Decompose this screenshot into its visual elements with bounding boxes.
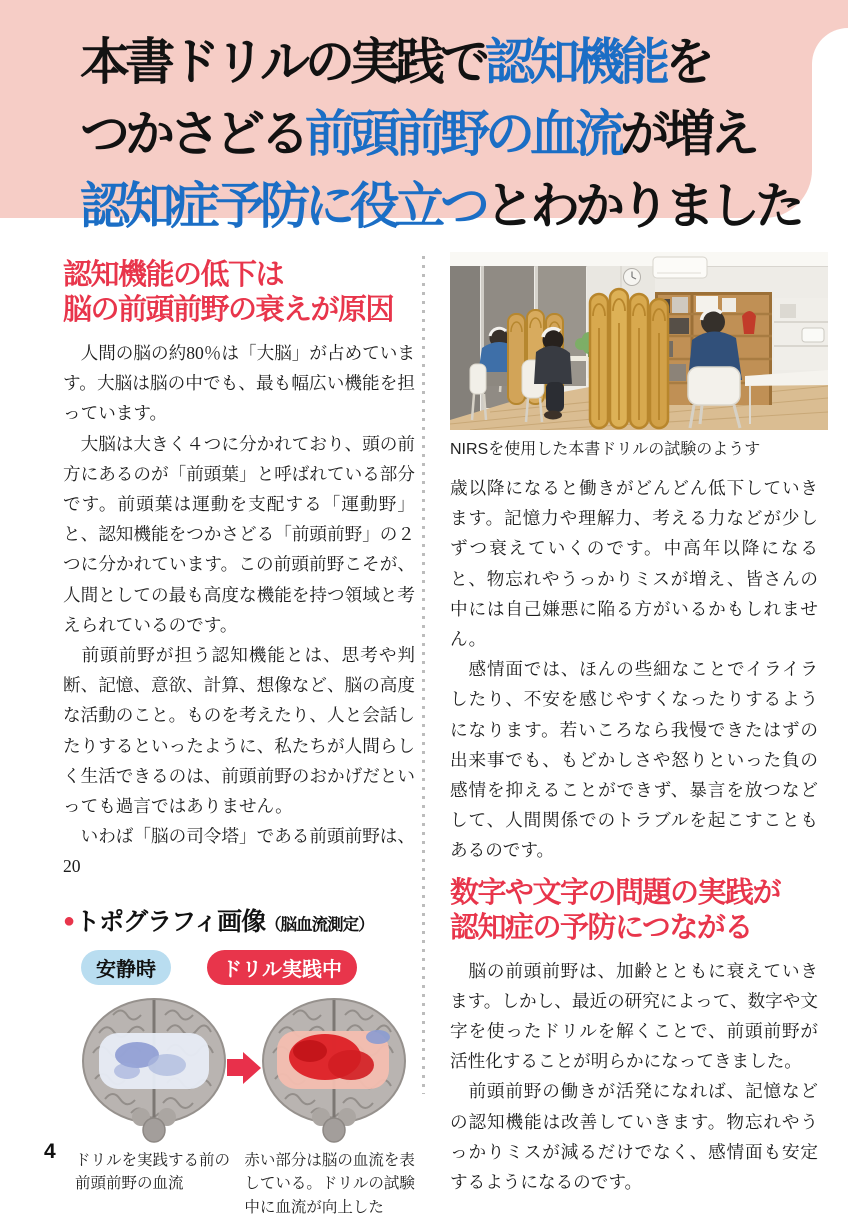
paragraph: いわば「脳の司令塔」である前頭前野は、20 <box>63 826 415 877</box>
brain-images-row <box>75 993 415 1143</box>
topography-figure <box>63 902 415 1219</box>
topography-heading-text: トポグラフィ画像 <box>75 907 266 936</box>
topography-heading-note: （脳血流測定） <box>265 915 374 934</box>
paragraph: 前頭前野の働きが活発になれば、記憶などの認知機能は改善していきます。物忘れやうっかりミスが減るだけでなく、感情面も安定するようになるのです。 <box>450 1081 818 1193</box>
banner-corner-notch <box>812 28 848 218</box>
trial-photo <box>450 252 828 430</box>
photo-caption: NIRSを使用した本書ドリルの試験のようす <box>450 441 761 458</box>
section-heading-cognitive-decline <box>63 258 415 328</box>
brain-captions-row <box>75 1149 415 1219</box>
arrow-right-icon <box>227 1052 261 1084</box>
paragraph: 歳以降になると働きがどんどん低下していきます。記憶力や理解力、考える力などが少しずつ衰えていくのです。中高年以降になると、物忘れやうっかりミスが増え、皆さんの中には自己嫌悪に陥る方がいるかもしれません。 <box>450 478 818 650</box>
title-text: が増え <box>620 106 755 162</box>
column-divider <box>422 256 425 1094</box>
title-line-2 <box>80 98 800 170</box>
title-text: 本書ドリルの実践で <box>80 34 485 90</box>
title-line-1 <box>80 26 800 98</box>
paragraph: 大脳は大きく４つに分かれており、頭の前方にあるのが「前頭葉」と呼ばれている部分です。前頭葉は運動を支配する「運動野」と、認知機能をつかさどる「前頭前野」の２つに分かれています。この前頭前野こそが、人間としての最も高度な機能を持つ領域と考えられているのです。 <box>63 433 415 635</box>
title-text: とわかりました <box>485 178 800 234</box>
section-heading-drill-prevention <box>450 876 818 946</box>
drill-brain-caption: 赤い部分は脳の血流を表している。ドリルの試験中に血流が向上した <box>244 1151 415 1216</box>
heading-line: 脳の前頭前野の衰えが原因 <box>63 294 394 326</box>
brain-rest-image <box>75 993 233 1143</box>
title-line-3 <box>80 170 800 242</box>
left-body-text <box>63 338 415 882</box>
page-title <box>80 26 800 242</box>
brain-drill-image <box>255 993 413 1143</box>
rest-brain-caption: ドリルを実践する前の前頭前野の血流 <box>75 1151 231 1193</box>
paragraph: 人間の脳の約80％は「大脳」が占めています。大脳は脳の中でも、最も幅広い機能を担っています。 <box>63 343 415 424</box>
drill-state-badge: ドリル実践中 <box>207 950 357 985</box>
condition-labels <box>81 950 415 985</box>
paragraph: 前頭前野が担う認知機能とは、思考や判断、記憶、意欲、計算、想像など、脳の高度な活動のこと。ものを考えたり、人と会話したりするといったように、私たちが人間らしく生活できるのは、前頭前野のおかげだといっても過言ではありません。 <box>63 645 415 817</box>
heading-line: 認知症の予防につながる <box>450 911 752 944</box>
title-text: を <box>665 34 710 90</box>
heading-line: 認知機能の低下は <box>63 259 284 291</box>
right-column <box>450 252 818 1197</box>
title-highlight: 認知機能 <box>485 34 665 90</box>
title-highlight: 認知症予防に役立つ <box>80 178 485 234</box>
rest-state-badge: 安静時 <box>81 950 171 985</box>
heading-line: 数字や文字の問題の実践が <box>450 876 781 909</box>
trial-photo-figure <box>450 252 828 459</box>
title-text: つかさどる <box>80 106 305 162</box>
right-body-text-2 <box>450 956 818 1198</box>
left-column <box>63 258 415 1219</box>
page-number: 4 <box>44 1140 56 1163</box>
right-body-text-1 <box>450 473 818 866</box>
bullet-icon: ● <box>63 909 75 932</box>
paragraph: 感情面では、ほんの些細なことでイライラしたり、不安を感じやすくなったりするようになります。若いころなら我慢できたはずの出来事でも、もどかしさや怒りといった負の感情を抑えることができず、暴言を放つなどして、人間関係でのトラブルを起こすこともあるのです。 <box>450 659 818 861</box>
title-highlight: 前頭前野の血流 <box>305 106 620 162</box>
topography-heading <box>63 902 415 938</box>
paragraph: 脳の前頭前野は、加齢とともに衰えていきます。しかし、最近の研究によって、数字や文字を使ったドリルを解くことで、前頭前野が活性化することが明らかになってきました。 <box>450 960 818 1072</box>
